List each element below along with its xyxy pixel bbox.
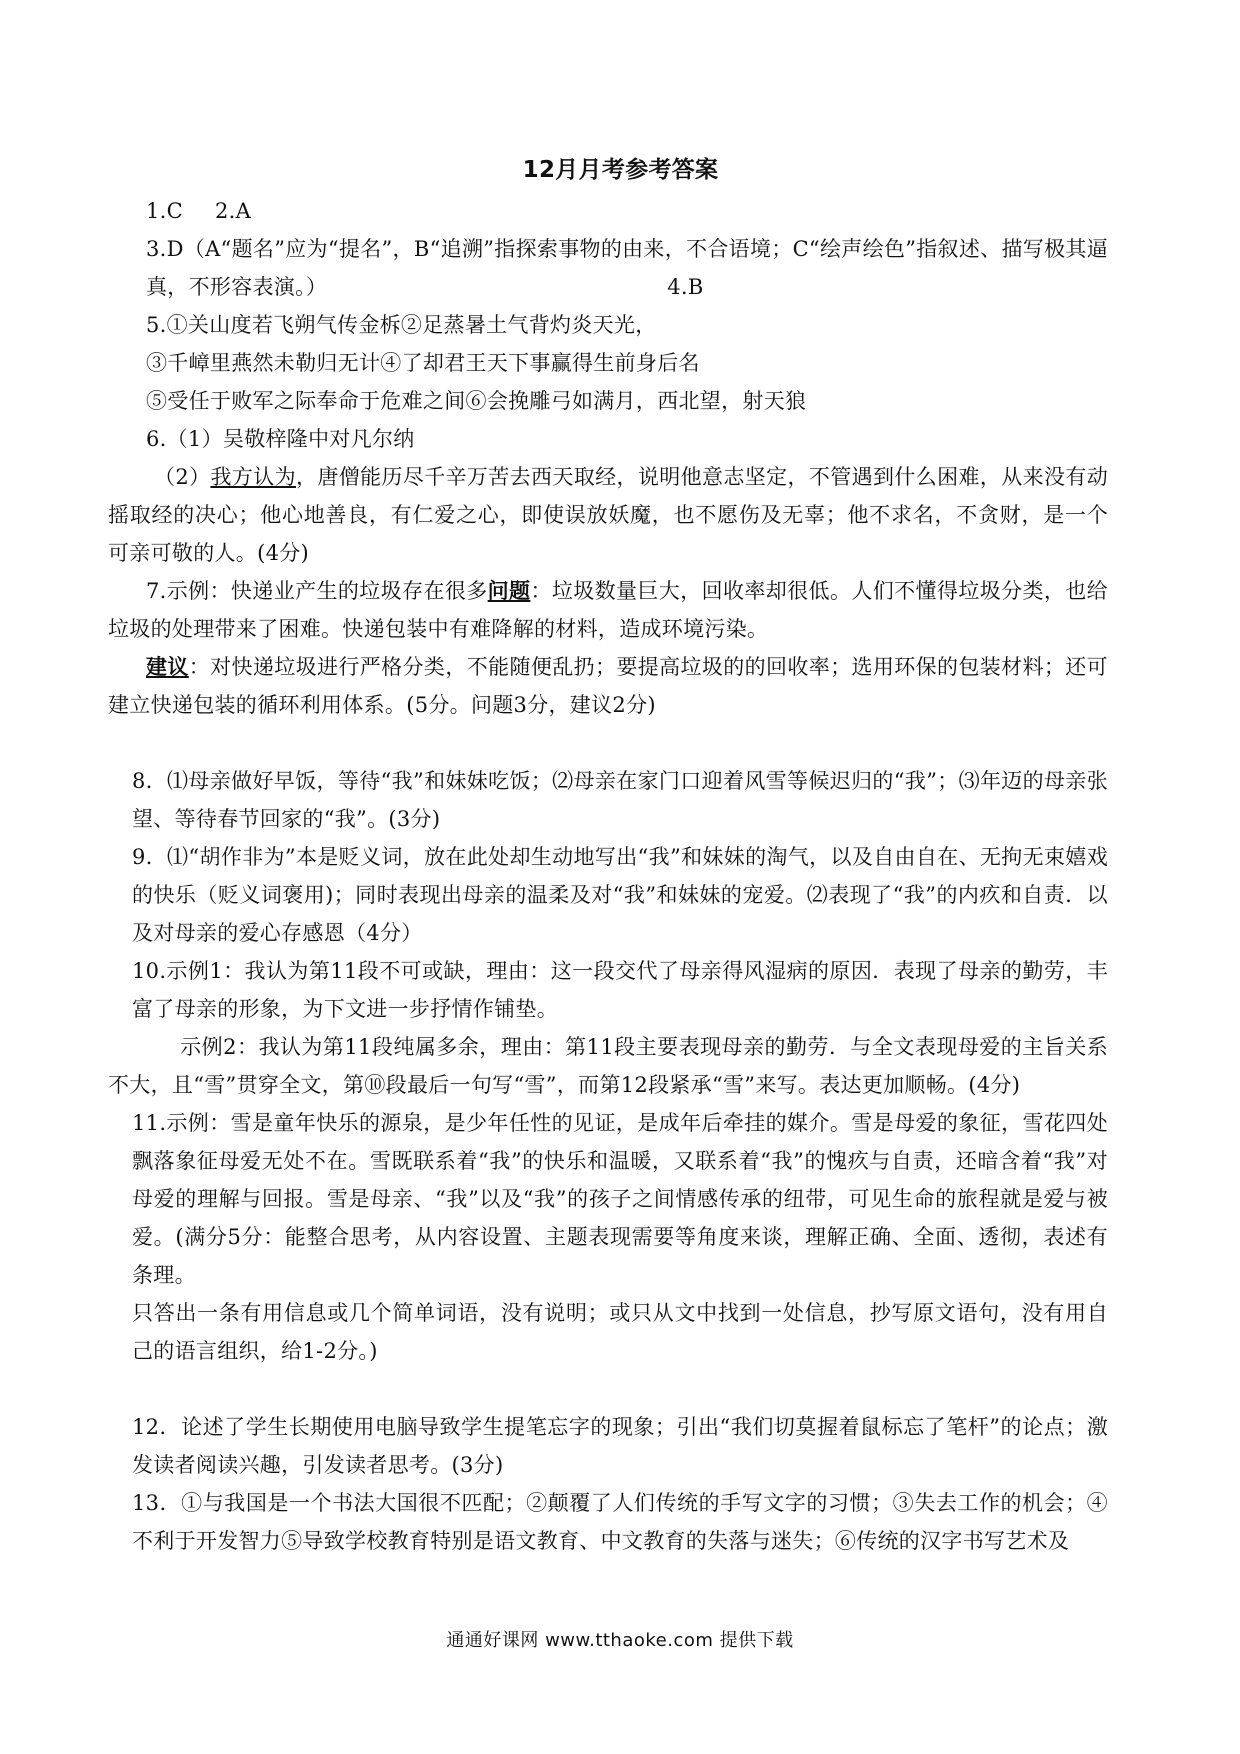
problem-keyword: 问题: [487, 578, 531, 603]
answer-10-example-1: 10.示例1：我认为第11段不可或缺，理由：这一段交代了母亲得风湿病的原因．表现了母亲的勤劳，丰富了母亲的形象，为下文进一步抒情作铺垫。: [132, 959, 1109, 1021]
answer-5-line-1: 5.①关山度若飞朔气传金柝②足蒸暑土气背灼炎天光，: [146, 313, 657, 337]
page-title: 12月月考参考答案: [522, 157, 719, 183]
answer-9: 9．⑴“胡作非为”本是贬义词，放在此处却生动地写出“我”和妹妹的淘气，以及自由自在、无拘无束嬉戏的快乐（贬义词褒用)；同时表现出母亲的温柔及对“我”和妹妹的宠爱。⑵表现了“我”的内疚和自责．以及对母亲的爱心存感恩（4分）: [132, 845, 1108, 945]
answer-sheet: [108, 150, 1108, 1560]
answer-5-line-3: ⑤受任于败军之际奉命于危难之间⑥会挽雕弓如满月，西北望，射天狼: [146, 389, 807, 413]
answer-6-part-1: 6.（1）吴敬梓隆中对凡尔纳: [146, 427, 415, 451]
answer-10-example-2: 示例2：我认为第11段纯属多余，理由：第11段主要表现母亲的勤劳．与全文表现母爱的主旨关系不大，且“雪”贯穿全文，第⑩段最后一句写“雪”，而第12段紧承“雪”来写。表达更加顺畅。(4分): [108, 1035, 1108, 1097]
answer-7-problem: 7.示例：快递业产生的垃圾存在很多问题：垃圾数量巨大，回收率却很低。人们不懂得垃圾分类，也给垃圾的处理带来了困难。快递包装中有难降解的材料，造成环境污染。: [108, 578, 1108, 641]
answer-12: 12．论述了学生长期使用电脑导致学生提笔忘字的现象；引出“我们切莫握着鼠标忘了笔杆”的论点；激发读者阅读兴趣，引发读者思考。(3分): [132, 1415, 1108, 1477]
underlined-phrase: 我方认为: [210, 465, 296, 489]
answer-7-suggestion: 建议：对快递垃圾进行严格分类，不能随便乱扔；要提高垃圾的的回收率；选用环保的包装材料；还可建立快递包装的循环利用体系。(5分。问题3分，建议2分): [108, 654, 1108, 717]
suggestion-keyword: 建议: [146, 654, 189, 679]
answer-6-part-2: （2）我方认为，唐僧能历尽千辛万苦去西天取经，说明他意志坚定，不管遇到什么困难，从来没有动摇取经的决心；他心地善良，有仁爱之心，即使误放妖魔，也不愿伤及无辜；他不求名，不贪财，是一个可亲可敬的人。(4分): [108, 465, 1108, 565]
answer-2: 2.A: [215, 199, 252, 223]
page-footer: 通通好课网 www.tthaoke.com 提供下载: [446, 1630, 794, 1651]
answer-11-scoring: 只答出一条有用信息或几个简单词语，没有说明；或只从文中找到一处信息，抄写原文语句，没有用自己的语言组织，给1-2分。): [132, 1301, 1108, 1363]
answer-4: 4.B: [667, 275, 704, 299]
answer-1-2: [108, 192, 1108, 230]
answer-3: 3.D（A“题名”应为“提名”，B“追溯”指探索事物的由来，不合语境；C“绘声绘色”指叙述、描写极其逼真，不形容表演。） 4.B: [146, 237, 1108, 299]
answer-1: 1.C: [146, 199, 184, 223]
answer-11-main: 11.示例：雪是童年快乐的源泉，是少年任性的见证，是成年后牵挂的媒介。雪是母爱的象征，雪花四处飘落象征母爱无处不在。雪既联系着“我”的快乐和温暖，又联系着“我”的愧疚与自责，还暗含着“我”对母爱的理解与回报。雪是母亲、“我”以及“我”的孩子之间情感传承的纽带，可见生命的旅程就是爱与被爱。(满分5分：能整合思考，从内容设置、主题表现需要等角度来谈，理解正确、全面、透彻，表述有条理。: [132, 1111, 1108, 1287]
answer-5-line-2: ③千嶂里燕然未勒归无计④了却君王天下事赢得生前身后名: [146, 351, 700, 375]
answer-8: 8．⑴母亲做好早饭，等待“我”和妹妹吃饭；⑵母亲在家门口迎着风雪等候迟归的“我”；⑶年迈的母亲张望、等待春节回家的“我”。(3分): [132, 769, 1108, 831]
answer-13: 13．①与我国是一个书法大国很不匹配；②颠覆了人们传统的手写文字的习惯；③失去工作的机会；④不利于开发智力⑤导致学校教育特别是语文教育、中文教育的失落与迷失；⑥传统的汉字书写艺术及: [132, 1491, 1108, 1553]
